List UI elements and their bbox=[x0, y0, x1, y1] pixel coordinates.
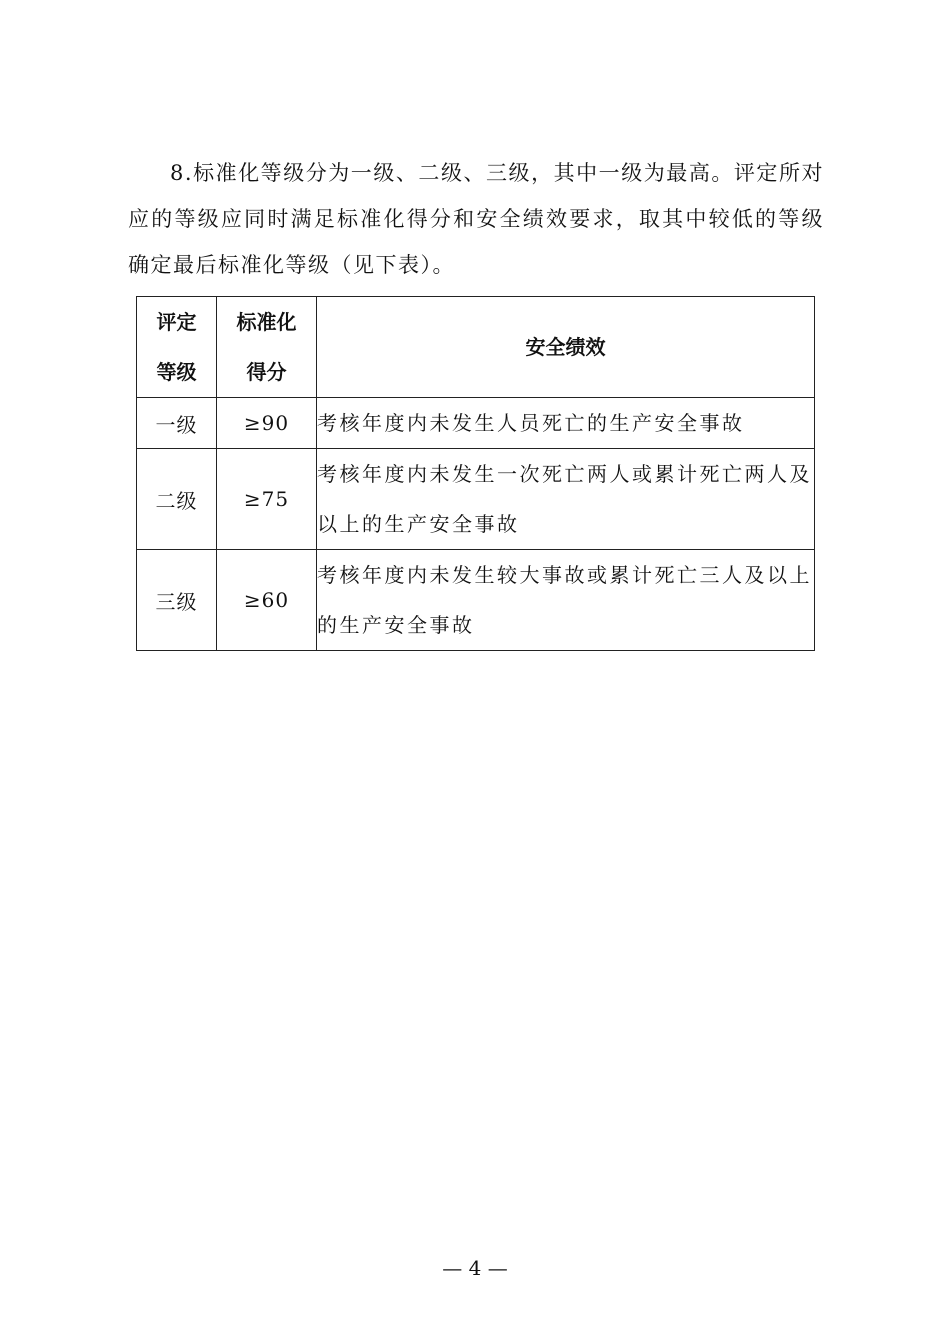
table-row bbox=[137, 550, 815, 651]
cell-score: ≥60 bbox=[217, 550, 317, 651]
table-row bbox=[137, 398, 815, 449]
cell-performance: 考核年度内未发生人员死亡的生产安全事故 bbox=[317, 398, 815, 449]
cell-performance: 考核年度内未发生较大事故或累计死亡三人及以上的生产安全事故 bbox=[317, 550, 815, 651]
body-paragraph: 8.标准化等级分为一级、二级、三级，其中一级为最高。评定所对应的等级应同时满足标准化得分和安全绩效要求，取其中较低的等级确定最后标准化等级（见下表）。 bbox=[128, 161, 824, 277]
header-performance: 安全绩效 bbox=[317, 297, 815, 398]
header-grade-line1: 评定 bbox=[156, 310, 197, 334]
header-score bbox=[217, 297, 317, 398]
cell-grade: 三级 bbox=[137, 550, 217, 651]
cell-score: ≥75 bbox=[217, 449, 317, 550]
grade-standard-table bbox=[136, 296, 815, 651]
table-header-row bbox=[137, 297, 815, 398]
header-grade bbox=[137, 297, 217, 398]
table-row bbox=[137, 449, 815, 550]
cell-grade: 二级 bbox=[137, 449, 217, 550]
cell-score: ≥90 bbox=[217, 398, 317, 449]
cell-performance: 考核年度内未发生一次死亡两人或累计死亡两人及以上的生产安全事故 bbox=[317, 449, 815, 550]
cell-grade: 一级 bbox=[137, 398, 217, 449]
header-score-line2: 得分 bbox=[246, 360, 287, 384]
page-number: — 4 — bbox=[442, 1256, 508, 1280]
header-grade-line2: 等级 bbox=[156, 360, 197, 384]
header-score-line1: 标准化 bbox=[236, 310, 297, 334]
